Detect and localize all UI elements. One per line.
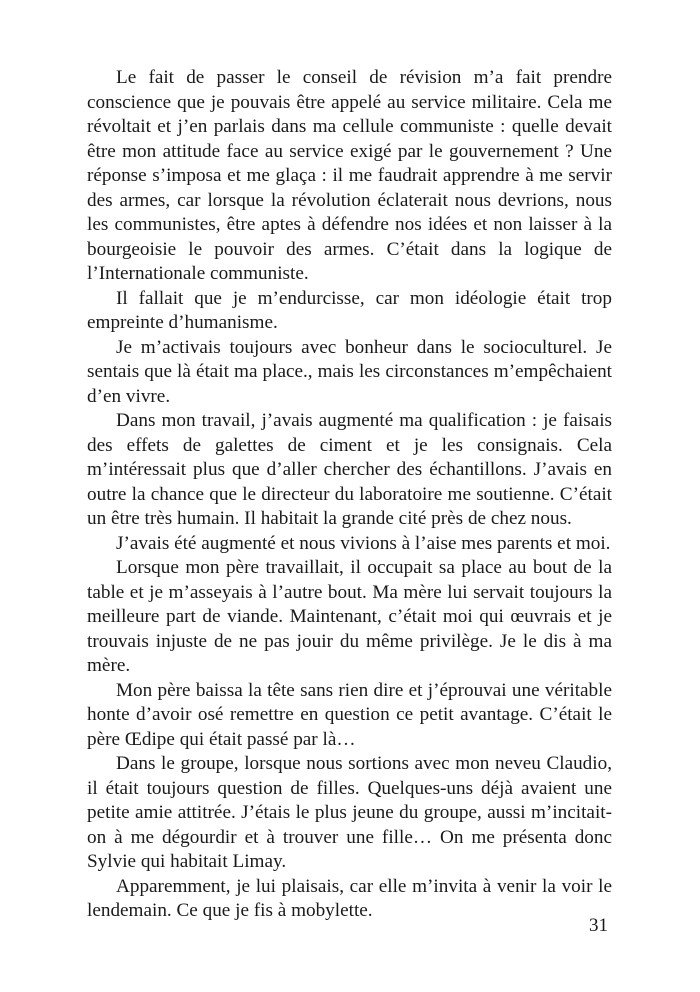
paragraph: Dans le groupe, lorsque nous sortions avec mon neveu Claudio, il était toujours question de filles. Quelques-uns déjà avaient une petite amie attitrée. J’étais le plus jeune du groupe, aussi m’incitait-on à me dégourdir et à trouver une fille… On me présenta donc Sylvie qui habitait Limay. (87, 753, 612, 872)
paragraph: Je m’activais toujours avec bonheur dans le socioculturel. Je sentais que là était ma place., mais les circonstances m’empêchaient d’en vivre. (87, 336, 612, 407)
paragraph: Le fait de passer le conseil de révision m’a fait prendre conscience que je pouvais être appelé au service militaire. Cela me révoltait et j’en parlais dans ma cellule communiste : quelle devait être mon attitude face au service exigé par le gouvernement ? Une réponse s’imposa et me glaça : il me faudrait apprendre à me servir des armes, car lorsque la révolution éclaterait nous devrions, nous les communistes, être aptes à défendre nos idées et non laisser à la bourgeoisie le pouvoir des armes. C’était dans la logique de l’Internationale communiste. (87, 67, 612, 284)
paragraph: J’avais été augmenté et nous vivions à l’aise mes parents et moi. (116, 532, 611, 554)
paragraph: Apparemment, je lui plaisais, car elle m’invita à venir la voir le lendemain. Ce que je fis à mobylette. (87, 875, 612, 921)
paragraph: Dans mon travail, j’avais augmenté ma qualification : je faisais des effets de galettes de ciment et je les consignais. Cela m’intéressait plus que d’aller chercher des échantillons. J’avais en outre la chance que le directeur du laboratoire me soutienne. C’était un être très humain. Il habitait la grande cité près de chez nous. (87, 410, 612, 529)
page-number: 31 (589, 915, 608, 936)
paragraph: Lorsque mon père travaillait, il occupait sa place au bout de la table et je m’asseyais à l’autre bout. Ma mère lui servait toujours la meilleure part de viande. Maintenant, c’était moi qui œuvrais et je trouvais injuste de ne pas jouir du même privilège. Je le dis à ma mère. (87, 557, 612, 676)
body-text (87, 66, 612, 924)
paragraph: Mon père baissa la tête sans rien dire et j’éprouvai une véritable honte d’avoir osé remettre en question ce petit avantage. C’était le père Œdipe qui était passé par là… (87, 679, 612, 750)
paragraph: Il fallait que je m’endurcisse, car mon idéologie était trop empreinte d’humanisme. (87, 287, 612, 333)
